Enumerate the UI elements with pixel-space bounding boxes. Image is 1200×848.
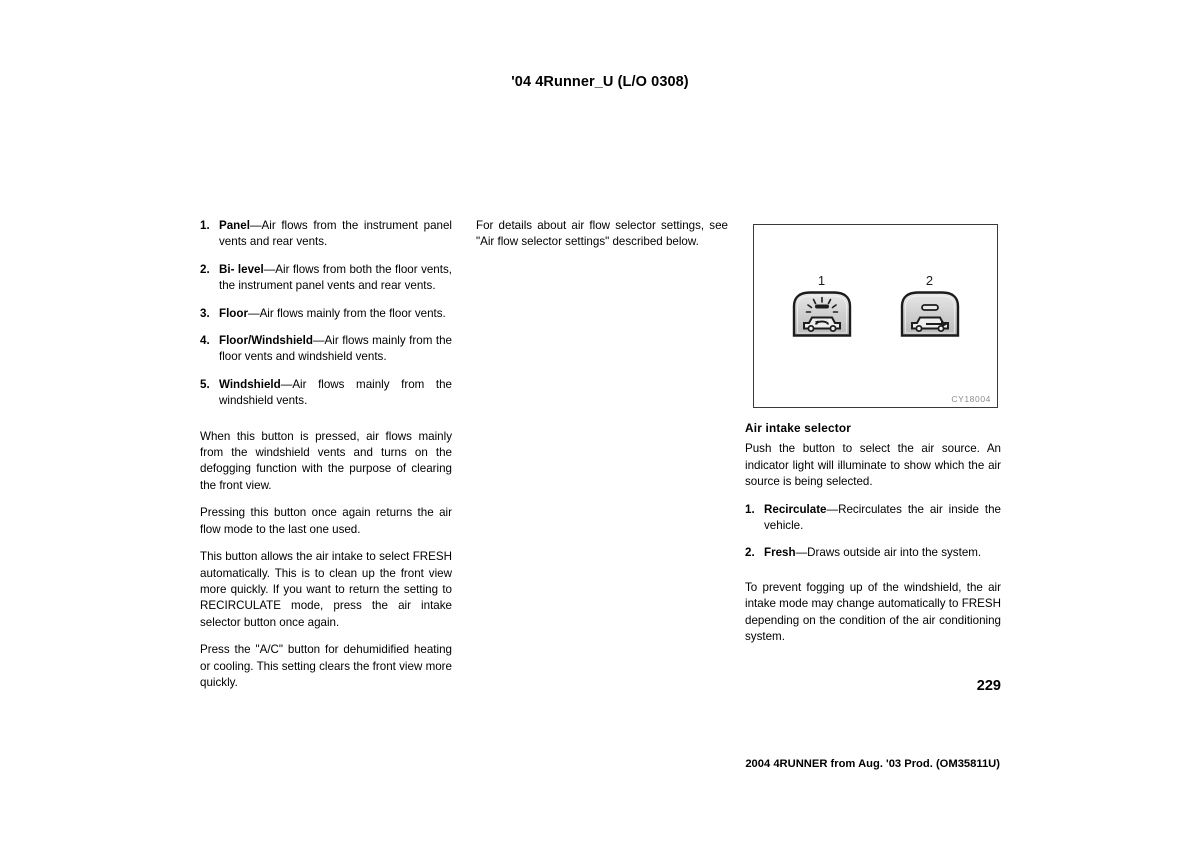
- list-item-text: —Air flows mainly from the floor vents and windshield vents.: [219, 334, 452, 364]
- left-column: [200, 218, 452, 691]
- figure-illustration: [754, 225, 997, 407]
- document-footer: 2004 4RUNNER from Aug. '03 Prod. (OM35811U): [745, 758, 1000, 770]
- list-item-text: —Air flows from both the floor vents, the instrument panel vents and rear vents.: [219, 262, 452, 293]
- recirculate-air-car-icon: [785, 290, 859, 340]
- page-number: 229: [976, 678, 1001, 694]
- list-item-term: Panel: [219, 219, 250, 232]
- list-item: [200, 218, 452, 251]
- list-item-number: 1.: [745, 502, 755, 516]
- list-item: [745, 545, 1001, 561]
- list-item-number: 5.: [200, 377, 210, 391]
- list-item-term: Bi- level: [219, 262, 264, 276]
- body-paragraph: When this button is pressed, air flows mainly from the windshield vents and turns on the defogging function with the purpose of clearing the front view.: [200, 429, 452, 492]
- list-item-term: Windshield: [219, 377, 281, 391]
- callout-number-1: 1: [817, 273, 826, 288]
- list-item-number: 4.: [200, 334, 210, 348]
- list-item-term: Floor/Windshield: [219, 334, 313, 348]
- body-paragraph: To prevent fogging up of the windshield, the air intake mode may change automatically to FRESH depending on the condition of the air conditioning system.: [745, 580, 1001, 644]
- body-paragraph: For details about air flow selector settings, see "Air flow selector settings" described below.: [476, 219, 728, 249]
- list-item-text: —Recirculates the air inside the vehicle.: [764, 502, 1001, 533]
- right-column: [745, 420, 1001, 645]
- list-item: [200, 333, 452, 366]
- body-paragraph: This button allows the air intake to select FRESH automatically. This is to clean up the front view more quickly. If you want to return the setting to RECIRCULATE mode, press the air intake selector button once again.: [200, 550, 452, 629]
- illustration-button-2: [893, 273, 967, 340]
- list-item: [200, 306, 452, 322]
- list-item-number: 2.: [745, 546, 755, 560]
- document-header: '04 4Runner_U (L/O 0308): [511, 74, 689, 90]
- list-item-term: Recirculate: [764, 502, 827, 516]
- list-item-term: Floor: [219, 306, 248, 320]
- list-item-number: 1.: [200, 219, 210, 232]
- body-paragraph: Pressing this button once again returns the air flow mode to the last one used.: [200, 506, 452, 536]
- illustration-button-1: [785, 273, 859, 340]
- fresh-air-car-icon: [893, 290, 967, 340]
- list-item: [745, 502, 1001, 535]
- list-item-number: 3.: [200, 306, 210, 320]
- list-item-text: —Air flows mainly from the floor vents.: [247, 306, 446, 320]
- body-paragraph: Press the "A/C" button for dehumidified heating or cooling. This setting clears the front view more quickly.: [200, 643, 452, 689]
- list-item-number: 2.: [200, 262, 210, 276]
- middle-column: [476, 218, 728, 251]
- callout-number-2: 2: [925, 273, 934, 288]
- list-item: [200, 262, 452, 295]
- figure-air-intake-buttons: [753, 224, 998, 408]
- list-item-term: Fresh: [764, 546, 796, 560]
- list-item-text: —Draws outside air into the system.: [795, 546, 982, 560]
- figure-code: CY18004: [951, 394, 991, 404]
- body-paragraph: Push the button to select the air source. An indicator light will illuminate to show which the air source is being selected.: [745, 442, 1001, 489]
- list-item-text: —Air flows from the instrument panel vents and rear vents.: [219, 219, 452, 249]
- button-illustration-group: [754, 273, 997, 340]
- list-item: [200, 377, 452, 410]
- list-item-text: —Air flows mainly from the windshield vents.: [219, 377, 452, 408]
- section-heading: Air intake selector: [745, 421, 852, 435]
